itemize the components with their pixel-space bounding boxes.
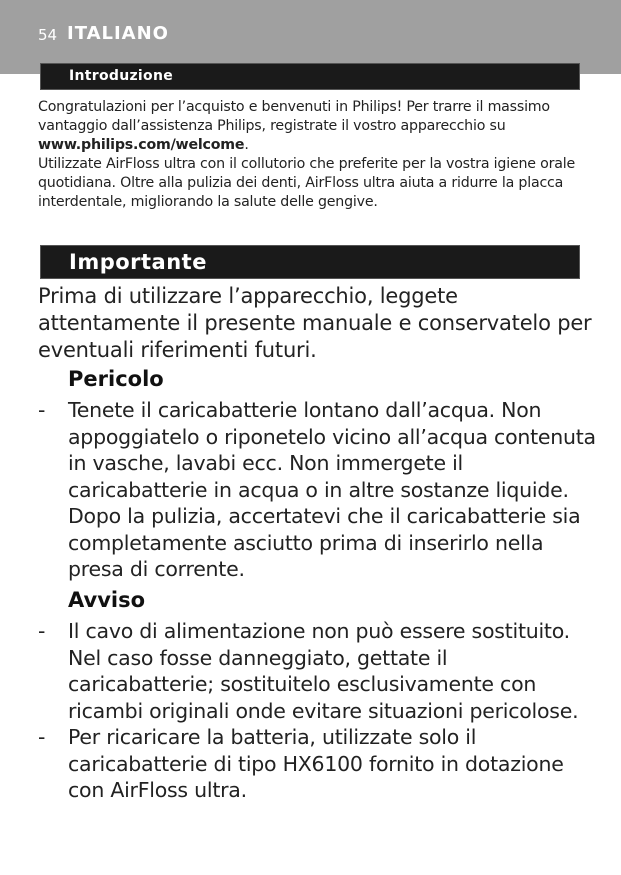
philips-welcome-link[interactable]: www.philips.com/welcome [38,137,245,153]
warning-item [38,724,598,804]
page-number: 54 [38,26,58,44]
danger-item-text: Tenete il caricabatterie lontano dall’acqua. Non appoggiatelo o riponetelo vicino all’acqua contenuta in vasche, lavabi ecc. Non immergete il caricabatterie in acqua o in altre sostanze liquide. Dopo la pulizia, accertatevi che il caricabatterie sia completamente asciutto prima di inserirlo nella presa di corrente. [68,398,596,581]
intro-p1-period: . [244,137,249,153]
intro-paragraph-2: Utilizzate AirFloss ultra con il collutorio che preferite per la vostra igiene orale quotidiana. Oltre alla pulizia dei denti, AirFloss ultra aiuta a ridurre la placca interdentale, migliorando la salute delle gengive. [38,156,575,210]
section-intro-title: Introduzione [40,63,580,90]
danger-item [38,397,598,583]
bullet-dash: - [38,619,46,643]
warning-item-text: Per ricaricare la batteria, utilizzate solo il caricabatterie di tipo HX6100 fornito in dotazione con AirFloss ultra. [68,725,564,802]
warning-item [38,618,598,724]
warning-heading: Avviso [68,588,146,612]
intro-text [38,98,598,212]
danger-heading: Pericolo [68,367,164,391]
bullet-dash: - [38,725,46,749]
bullet-dash: - [38,398,46,422]
warning-item-text: Il cavo di alimentazione non può essere sostituito. Nel caso fosse danneggiato, gettate il caricabatterie; sostituitelo esclusivamente con ricambi originali onde evitare situazioni pericolose. [68,619,579,723]
intro-p1-text: Congratulazioni per l’acquisto e benvenuti in Philips! Per trarre il massimo vantaggio dall’assistenza Philips, registrate il vostro apparecchio su [38,99,550,134]
language-title: ITALIANO [67,23,169,44]
important-lead: Prima di utilizzare l’apparecchio, leggete attentamente il presente manuale e conservatelo per eventuali riferimenti futuri. [38,284,592,362]
intro-paragraph-1 [38,98,598,155]
section-important-title: Importante [40,245,580,279]
